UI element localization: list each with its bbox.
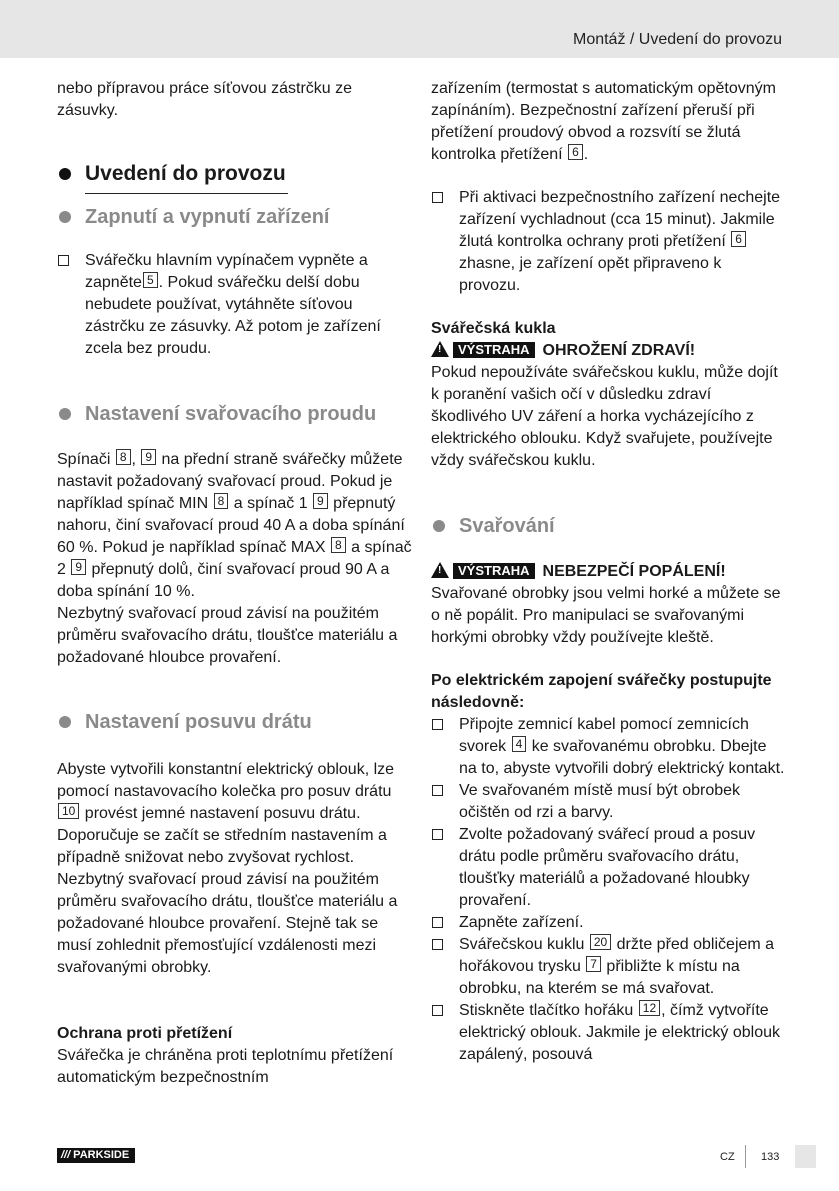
bullet-icon [59, 211, 71, 223]
warning-triangle-icon: ! [431, 562, 449, 578]
page-number: 133 [761, 1151, 780, 1163]
checkbox-bullet-icon [432, 192, 443, 203]
warning-badge: VÝSTRAHA [453, 342, 535, 358]
checkbox-bullet-icon [58, 255, 69, 266]
ref-number: 12 [639, 1000, 660, 1016]
current-text-2: Nezbytný svařovací proud závisí na použitém průměru svařovacího drátu, tloušťce materiálu a požadované hloubce provaření. [57, 605, 398, 666]
list-item-step: Připojte zemnicí kabel pomocí zemnicích svorek 4 ke svařovanému obrobku. Dbejte na to, abyste vytvořili dobrý elektrický kontakt. [431, 714, 786, 780]
warning-health: ! VÝSTRAHA OHROŽENÍ ZDRAVÍ! [431, 340, 786, 362]
overload-title: Ochrana proti přetížení [57, 1025, 233, 1042]
feed-text: Abyste vytvořili konstantní elektrický oblouk, lze pomocí nastavovacího kolečka pro posuv drátu 10 provést jemné nastavení posuvu drátu. Doporučuje se začít se středním nastavením a případně snižovat nebo zvyšovat rychlost. [57, 761, 395, 866]
feed-text-2: Nezbytný svařovací proud závisí na použitém průměru svařovacího drátu, tloušťce materiálu a požadované hloubce provaření. Stejně tak se musí zohlednit přemosťující vzdálenosti mezi svařovanými obrobky. [57, 871, 398, 976]
procedure-title: Po elektrickém zapojení svářečky postupujte následovně: [431, 672, 772, 711]
bullet-icon [59, 716, 71, 728]
list-item-step: Ve svařovaném místě musí být obrobek očištěn od rzi a barvy. [431, 780, 786, 824]
helmet-text: Pokud nepoužíváte svářečskou kuklu, může dojít k poranění vašich očí v důsledku zdraví škodlivého UV záření a horka vycházejícího z elektrického oblouku. Když svařujete, používejte vždy svářečskou kuklu. [431, 364, 778, 469]
ref-number: 10 [58, 803, 79, 819]
page-header [0, 0, 839, 58]
left-column [57, 78, 412, 1089]
ref-number: 9 [71, 559, 86, 575]
bullet-icon [433, 520, 445, 532]
burn-text: Svařované obrobky jsou velmi horké a můžete se o ně popálit. Pro manipulaci se svařovanými horkými obrobky vždy používejte kleště. [431, 585, 781, 646]
ref-number: 5 [143, 272, 158, 288]
ref-number: 4 [512, 736, 527, 752]
footer-divider [745, 1145, 746, 1168]
checkbox-bullet-icon [432, 917, 443, 928]
ref-number: 8 [116, 449, 131, 465]
list-item-step: Svářečskou kuklu 20 držte před obličejem a hořákovou trysku 7 přibližte k místu na obrobku, na kterém se má svařovat. [431, 934, 786, 1000]
list-item-on-off: Svářečku hlavním vypínačem vypněte a zapněte 5 . Pokud svářečku delší dobu nebudete používat, vytáhněte síťovou zástrčku ze zásuvky. Až potom je zařízení zcela bez proudu. [57, 250, 412, 360]
parkside-logo: /// PARKSIDE [57, 1148, 135, 1163]
heading-on-off: Zapnutí a vypnutí zařízení [57, 204, 412, 230]
ref-number: 7 [586, 956, 601, 972]
ref-number: 9 [313, 493, 328, 509]
heading-wire-feed: Nastavení posuvu drátu [57, 709, 412, 735]
heading-welding: Svařování [431, 513, 786, 539]
ref-number: 9 [141, 449, 156, 465]
ref-number: 8 [331, 537, 346, 553]
heading-current: Nastavení svařovacího proudu [57, 401, 412, 427]
overload-continued: zařízením (termostat s automatickým opětovným zapínáním). Bezpečnostní zařízení přeruší při přetížení proudový obvod a rozsvítí se žlutá kontrolka přetížení 6 . [431, 80, 776, 163]
list-item-step: Stiskněte tlačítko hořáku 12 , čímž vytvoříte elektrický oblouk. Jakmile je elektrický oblouk zapálený, posouvá [431, 1000, 786, 1066]
footer-tab [795, 1145, 816, 1168]
footer-language: CZ [720, 1151, 735, 1163]
header-title: Montáž / Uvedení do provozu [572, 31, 782, 48]
overload-text: Svářečka je chráněna proti teplotnímu přetížení automatickým bezpečnostním [57, 1047, 394, 1086]
checkbox-bullet-icon [432, 785, 443, 796]
checkbox-bullet-icon [432, 939, 443, 950]
current-text: Spínači 8 , 9 na přední straně svářečky můžete nastavit požadovaný svařovací proud. Pokud je například spínač MIN 8 a spínač 1 9 přepnutý nahoru, činí svařovací proud 40 A a doba spínání 60 %. Pokud je například spínač MAX 8 a spínač 2 9 přepnutý dolů, činí svařovací proud 90 A a doba spínání 10 %. [57, 450, 412, 600]
checkbox-bullet-icon [432, 1005, 443, 1016]
bullet-icon [59, 168, 71, 180]
helmet-title: Svářečská kukla [431, 320, 556, 337]
checkbox-bullet-icon [432, 829, 443, 840]
list-item-cooldown: Při aktivaci bezpečnostního zařízení nechejte zařízení vychladnout (cca 15 minut). Jakmile žlutá kontrolka ochrany proti přetížení 6 zhasne, je zařízení opět připraveno k provozu. [431, 187, 786, 297]
right-column [431, 78, 786, 1066]
checkbox-bullet-icon [432, 719, 443, 730]
bullet-icon [59, 408, 71, 420]
ref-number: 6 [568, 144, 583, 160]
warning-triangle-icon: ! [431, 341, 449, 357]
list-item-step: Zvolte požadovaný svářecí proud a posuv drátu podle průměru svařovacího drátu, tloušťky materiálů a požadované hloubky provaření. [431, 824, 786, 912]
ref-number: 8 [214, 493, 229, 509]
ref-number: 6 [731, 231, 746, 247]
warning-badge: VÝSTRAHA [453, 563, 535, 579]
warning-burn: ! VÝSTRAHA NEBEZPEČÍ POPÁLENÍ! [431, 561, 786, 583]
list-item-step: Zapněte zařízení. [431, 912, 786, 934]
ref-number: 20 [590, 934, 611, 950]
intro-text: nebo přípravou práce síťovou zástrčku ze zásuvky. [57, 80, 353, 119]
section-heading-operation: Uvedení do provozu [57, 161, 412, 194]
